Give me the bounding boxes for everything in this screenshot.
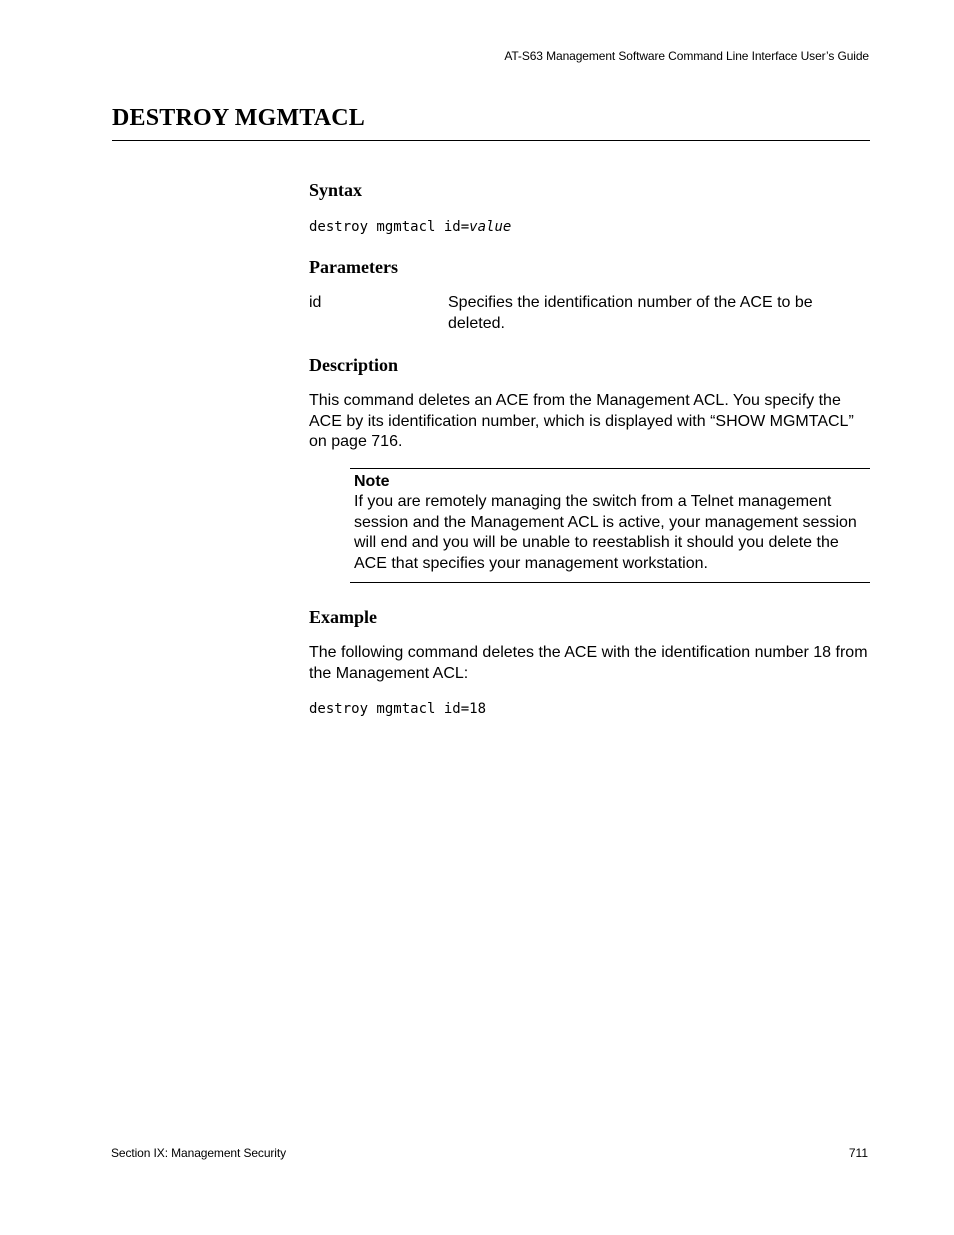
title-rule [112, 140, 870, 141]
syntax-argument: value [469, 219, 512, 235]
note-box [350, 468, 870, 584]
page-title: DESTROY MGMTACL [112, 105, 366, 131]
parameter-name: id [309, 294, 322, 311]
parameter-description: Specifies the identification number of the ACE to be deleted. [448, 294, 813, 332]
parameter-row [309, 293, 870, 334]
example-code: destroy mgmtacl id=18 [309, 701, 487, 717]
note-text: If you are remotely managing the switch from a Telnet management session and the Management ACL is active, your management session will end and you will be unable to reestablish it should you delete the ACE that specifies your management workstation. [354, 493, 857, 572]
example-heading: Example [309, 607, 378, 627]
running-header: AT-S63 Management Software Command Line Interface User’s Guide [504, 49, 869, 63]
syntax-heading: Syntax [309, 180, 363, 200]
description-heading: Description [309, 355, 398, 375]
example-text: The following command deletes the ACE with the identification number 18 from the Management ACL: [309, 644, 868, 682]
note-label: Note [354, 472, 390, 490]
parameters-heading: Parameters [309, 257, 398, 277]
footer-section: Section IX: Management Security [111, 1146, 286, 1160]
syntax-code [309, 217, 870, 237]
footer-page-number: 711 [848, 1146, 868, 1160]
description-text: This command deletes an ACE from the Management ACL. You specify the ACE by its identification number, which is displayed with “SHOW MGMTACL” on page 716. [309, 392, 854, 450]
syntax-command: destroy mgmtacl id= [309, 219, 470, 235]
content-column [309, 178, 870, 719]
